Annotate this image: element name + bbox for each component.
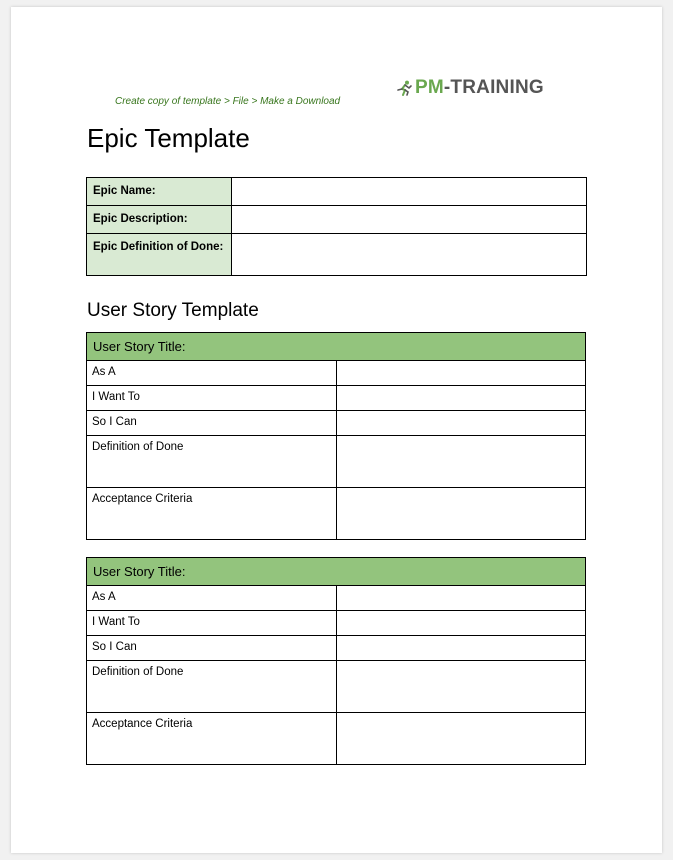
acceptance-criteria-field[interactable] xyxy=(336,713,586,765)
definition-of-done-field[interactable] xyxy=(336,436,586,488)
user-story-row-i-want-to xyxy=(87,386,586,411)
i-want-to-field[interactable] xyxy=(336,611,586,636)
i-want-to-field[interactable] xyxy=(336,386,586,411)
epic-template-title: Epic Template xyxy=(87,123,250,153)
user-story-row-definition-of-done xyxy=(87,436,586,488)
logo-text xyxy=(415,77,544,99)
user-story-row-as-a xyxy=(87,361,586,386)
logo-training: -TRAINING xyxy=(443,77,544,98)
definition-of-done-label: Definition of Done xyxy=(87,661,337,713)
acceptance-criteria-label: Acceptance Criteria xyxy=(87,488,337,540)
runner-icon xyxy=(397,80,413,96)
i-want-to-label: I Want To xyxy=(87,611,337,636)
user-story-row-so-i-can xyxy=(87,636,586,661)
user-story-row-as-a xyxy=(87,586,586,611)
as-a-field[interactable] xyxy=(336,586,586,611)
user-story-row-acceptance-criteria xyxy=(87,713,586,765)
so-i-can-field[interactable] xyxy=(336,636,586,661)
user-story-title-label[interactable]: User Story Title: xyxy=(87,558,586,586)
user-story-template-title: User Story Template xyxy=(87,300,259,321)
epic-description-field[interactable] xyxy=(232,206,587,234)
logo-pm: PM xyxy=(415,77,444,98)
definition-of-done-label: Definition of Done xyxy=(87,436,337,488)
so-i-can-label: So I Can xyxy=(87,411,337,436)
epic-definition-of-done-field[interactable] xyxy=(232,234,587,276)
user-story-row-definition-of-done xyxy=(87,661,586,713)
definition-of-done-field[interactable] xyxy=(336,661,586,713)
epic-row-name xyxy=(87,178,587,206)
as-a-field[interactable] xyxy=(336,361,586,386)
user-story-row-so-i-can xyxy=(87,411,586,436)
user-story-header-row xyxy=(87,558,586,586)
as-a-label: As A xyxy=(87,361,337,386)
acceptance-criteria-field[interactable] xyxy=(336,488,586,540)
epic-table xyxy=(86,177,587,276)
user-story-table-1 xyxy=(86,332,586,540)
user-story-table-2 xyxy=(86,557,586,765)
epic-name-label: Epic Name: xyxy=(87,178,232,206)
epic-description-label: Epic Description: xyxy=(87,206,232,234)
copy-template-hint: Create copy of template > File > Make a Download xyxy=(115,96,341,107)
as-a-label: As A xyxy=(87,586,337,611)
document-page xyxy=(11,7,662,853)
epic-definition-of-done-label: Epic Definition of Done: xyxy=(87,234,232,276)
pm-training-logo xyxy=(397,77,544,99)
epic-name-field[interactable] xyxy=(232,178,587,206)
user-story-row-acceptance-criteria xyxy=(87,488,586,540)
i-want-to-label: I Want To xyxy=(87,386,337,411)
epic-row-description xyxy=(87,206,587,234)
user-story-row-i-want-to xyxy=(87,611,586,636)
user-story-title-label[interactable]: User Story Title: xyxy=(87,333,586,361)
acceptance-criteria-label: Acceptance Criteria xyxy=(87,713,337,765)
epic-row-definition-of-done xyxy=(87,234,587,276)
user-story-header-row xyxy=(87,333,586,361)
so-i-can-field[interactable] xyxy=(336,411,586,436)
so-i-can-label: So I Can xyxy=(87,636,337,661)
